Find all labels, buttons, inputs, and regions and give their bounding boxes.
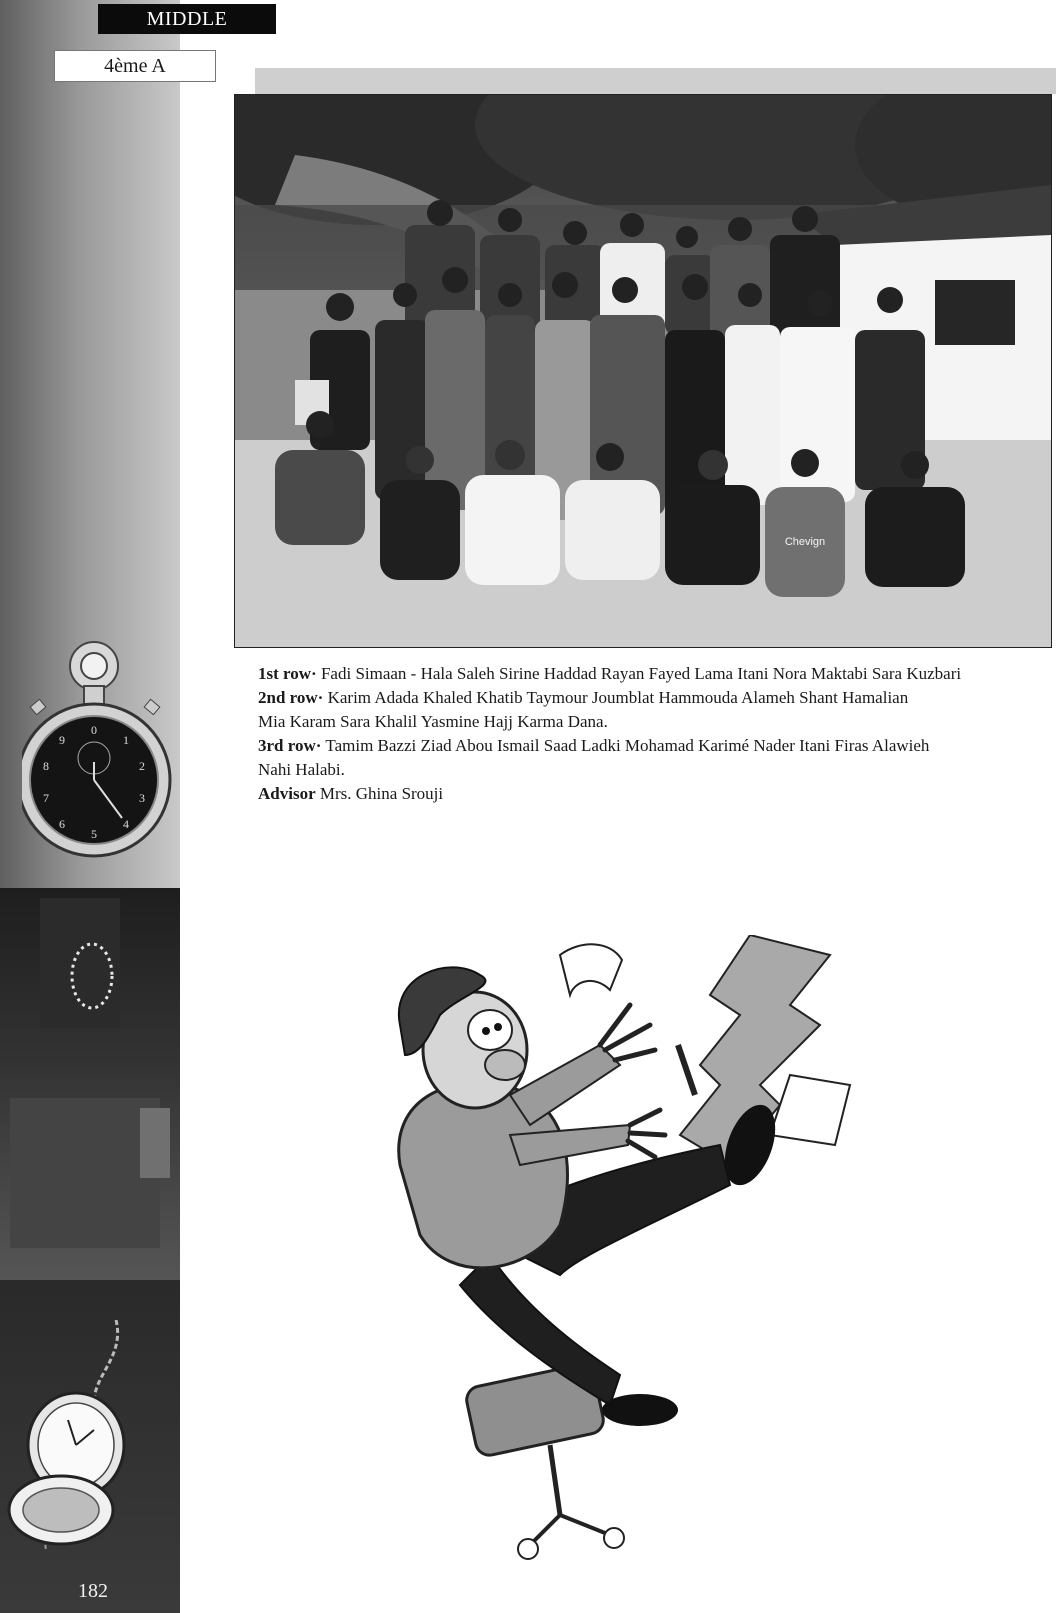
caption-row-1 — [258, 662, 1048, 686]
dial-number: 5 — [91, 827, 97, 841]
caption-advisor — [258, 782, 1048, 806]
caption-row-2 — [258, 686, 1048, 710]
caption-row-3-cont: Nahi Halabi. — [258, 760, 345, 779]
page-number: 182 — [78, 1580, 108, 1602]
section-title: MIDDLE — [98, 4, 276, 34]
photo-captions — [258, 662, 1048, 806]
dial-number: 4 — [123, 817, 129, 831]
dial-number: 3 — [139, 791, 145, 805]
pocket-watch-icon — [6, 1320, 166, 1570]
row-label: 3rd row· — [258, 736, 322, 755]
photo-frame-shadow — [255, 68, 1056, 94]
row-names: Karim Adada Khaled Khatib Taymour Joumblat Hammouda Alameh Shant Hamalian — [327, 688, 909, 707]
stopwatch-icon — [22, 640, 182, 860]
dial-number: 6 — [59, 817, 65, 831]
advisor-label: Advisor — [258, 784, 316, 803]
strip-clock-photo — [0, 888, 180, 1280]
dial-number: 9 — [59, 733, 65, 747]
dial-number: 8 — [43, 759, 49, 773]
sweater-print: Chevign — [784, 536, 826, 548]
dial-number: 1 — [123, 733, 129, 747]
falling-student-cartoon — [360, 935, 920, 1575]
caption-row-3 — [258, 734, 1048, 758]
row-label: 2nd row· — [258, 688, 324, 707]
advisor-name: Mrs. Ghina Srouji — [319, 784, 444, 803]
caption-row-2-cont: Mia Karam Sara Khalil Yasmine Hajj Karma Dana. — [258, 712, 608, 731]
class-name: 4ème A — [54, 50, 216, 82]
row-names: Fadi Simaan - Hala Saleh Sirine Haddad Rayan Fayed Lama Itani Nora Maktabi Sara Kuzbari — [320, 664, 962, 683]
dial-number: 0 — [91, 723, 97, 737]
clock-tower-illustration — [0, 888, 180, 1280]
class-photo — [234, 94, 1052, 648]
row-label: 1st row· — [258, 664, 317, 683]
row-names: Tamim Bazzi Ziad Abou Ismail Saad Ladki Mohamad Karimé Nader Itani Firas Alawieh — [325, 736, 930, 755]
class-photo-illustration — [235, 95, 1051, 647]
dial-number: 7 — [43, 791, 49, 805]
dial-number: 2 — [139, 759, 145, 773]
